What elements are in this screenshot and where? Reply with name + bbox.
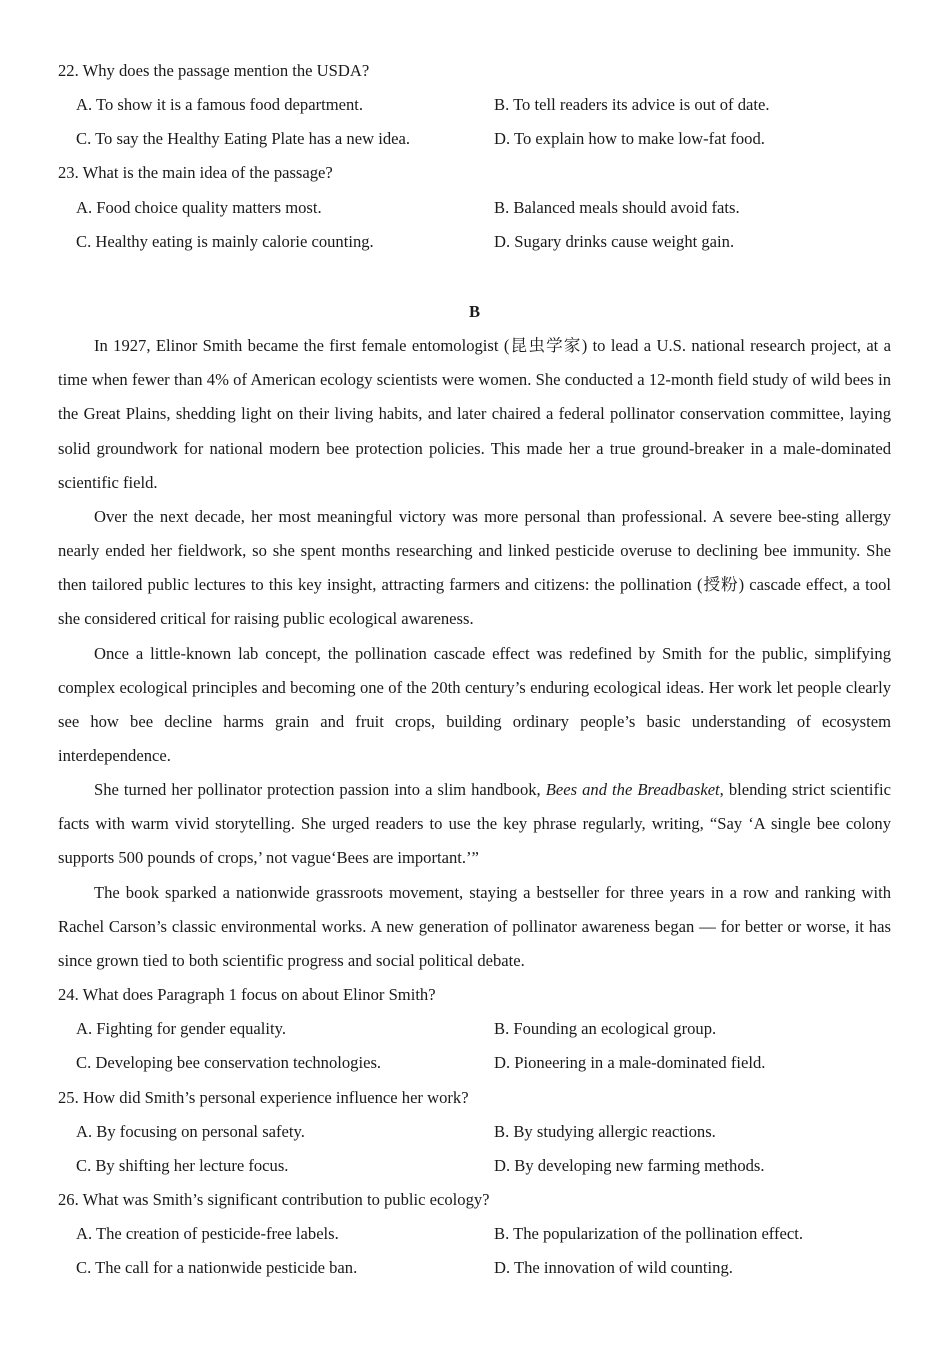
paragraph-1: In 1927, Elinor Smith became the first female entomologist (昆虫学家) to lead a U.S. national research project, at a time when fewer than 4% of American ecology scientists were women. She conducted a 12-month field study of wild bees in the Great Plains, shedding light on their living habits, and later chaired a federal pollinator conservation committee, laying solid groundwork for national modern bee protection policies. This made her a true ground-breaker in a male-dominated scientific field. [58,336,891,492]
answer-option: C. To say the Healthy Eating Plate has a new idea. [76,129,411,149]
answer-option: D. By developing new farming methods. [494,1155,765,1175]
question-stem: 26. What was Smith’s significant contribution to public ecology? [58,1190,490,1209]
answer-option: C. Healthy eating is mainly calorie counting. [76,231,374,251]
question-stem: 25. How did Smith’s personal experience influence her work? [58,1087,469,1107]
answer-option: A. To show it is a famous food department. [76,95,364,115]
paragraph-4 [58,773,891,875]
option-row [58,1046,891,1080]
paragraph-5: The book sparked a nationwide grassroots movement, staying a bestseller for three years in a row and ranking with Rachel Carson’s classic environmental works. A new generation of pollinator awareness began — for better or worse, it has since grown tied to both scientific progress and social political debate. [58,882,891,970]
exam-page [58,54,891,1285]
paragraph-2: Over the next decade, her most meaningful victory was more personal than professional. A severe bee-sting allergy nearly ended her fieldwork, so she spent months researching and linked pesticide overuse to declining bee immunity. She then tailored public lectures to this key insight, attracting farmers and citizens: the pollination (授粉) cascade effect, a tool she considered critical for raising public ecological awareness. [58,506,891,629]
paragraph-3: Once a little-known lab concept, the pollination cascade effect was redefined by Smith for the public, simplifying complex ecological principles and becoming one of the 20th century’s enduring ecological ideas. Her work let people clearly see how bee decline harms grain and fruit crops, building ordinary people’s basic understanding of ecosystem interdependence. [58,643,891,765]
passage [58,329,891,978]
answer-option: C. By shifting her lecture focus. [76,1155,289,1175]
answer-option: D. To explain how to make low-fat food. [494,129,765,149]
answer-option: B. The popularization of the pollination effect. [494,1224,804,1244]
answer-option: D. Pioneering in a male-dominated field. [494,1053,766,1073]
option-row [58,1012,891,1046]
answer-option: B. Balanced meals should avoid fats. [494,197,740,217]
option-row [58,1149,891,1183]
question-stem: 22. Why does the passage mention the USDA? [58,61,370,80]
question-stem: 23. What is the main idea of the passage? [58,163,333,183]
answer-option: B. By studying allergic reactions. [494,1121,716,1141]
questions-top [58,54,891,259]
option-row [58,88,891,122]
option-row [58,225,891,259]
option-row [58,191,891,225]
answer-option: D. The innovation of wild counting. [494,1258,733,1278]
answer-option: A. Food choice quality matters most. [76,197,322,217]
answer-option: A. By focusing on personal safety. [76,1121,305,1141]
answer-option: B. To tell readers its advice is out of date. [494,95,770,115]
answer-option: B. Founding an ecological group. [494,1019,717,1039]
questions-bottom [58,978,891,1285]
answer-option: C. The call for a nationwide pesticide ban. [76,1258,358,1278]
answer-option: C. Developing bee conservation technologies. [76,1053,382,1073]
book-title: Bees and the Breadbasket [545,780,720,800]
option-row [58,1217,891,1251]
question-stem: 24. What does Paragraph 1 focus on about Elinor Smith? [58,985,436,1005]
section-label: B [468,301,481,321]
answer-option: D. Sugary drinks cause weight gain. [494,231,735,251]
text: , blending strict scientific facts with warm vivid storytelling. She urged readers to use the key phrase regularly, writing, “Say ‘A single bee colony supports 500 pounds of crops,’ not vague‘Bees are important.’” [58,780,891,868]
answer-option: A. The creation of pesticide-free labels. [76,1224,339,1244]
option-row [58,1251,891,1285]
option-row [58,1115,891,1149]
answer-option: A. Fighting for gender equality. [76,1019,286,1039]
text: She turned her pollinator protection passion into a slim handbook, [94,780,546,800]
option-row [58,122,891,156]
